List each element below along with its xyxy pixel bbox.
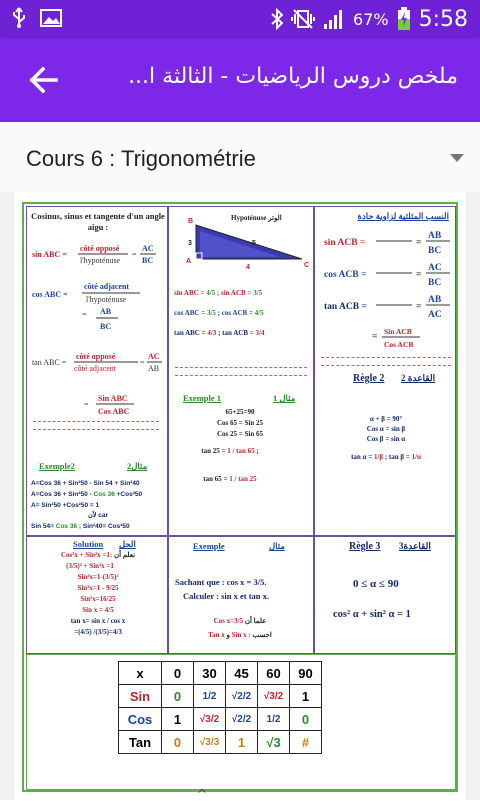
svg-text:Cos x=3/5 علما أن: Cos x=3/5 علما أن — [213, 617, 267, 625]
ratios-arabic-cell — [314, 206, 456, 536]
svg-text:Sin²x=1-(3/5)²: Sin²x=1-(3/5)² — [77, 573, 119, 581]
table-cell: 0 — [162, 685, 194, 708]
svg-text:Cos ABC: Cos ABC — [98, 407, 130, 416]
svg-text:A=Cos 36 + Sin²50 - Cos 36 +Co: A=Cos 36 + Sin²50 - Cos 36 +Cos²50 — [31, 491, 143, 498]
svg-text:Cos ACB: Cos ACB — [384, 340, 414, 349]
example1-solution-illustration — [170, 405, 312, 515]
svg-text:AC: AC — [428, 310, 442, 320]
arabic-ratios-illustration — [316, 223, 456, 353]
svg-text:tan ABC =: tan ABC = — [32, 358, 67, 367]
table-row-label: Tan — [119, 731, 162, 754]
example1-arabic-label: مثال 1 — [273, 393, 296, 403]
lesson-paper — [14, 192, 466, 800]
trig-formulas-illustration — [28, 237, 168, 487]
table-header-cell: 60 — [258, 662, 290, 685]
svg-text:AC: AC — [142, 244, 154, 253]
svg-text:AC: AC — [148, 352, 160, 361]
exemple-text-2: Calculer : sin x et tan x. — [183, 591, 270, 601]
exemple-text-1: Sachant que : cos x = 3/5. — [175, 577, 267, 587]
svg-text:A=Cos 36 + Sin²50 - Sin 54 + S: A=Cos 36 + Sin²50 - Sin 54 + Sin²40 — [31, 480, 140, 487]
svg-text:côté opposé: côté opposé — [76, 352, 116, 361]
exemple-hint-illustration — [170, 613, 312, 649]
svg-text:tan ABC = 4/3 ; tan ACB = 3/4: tan ABC = 4/3 ; tan ACB = 3/4 — [174, 329, 265, 337]
table-cell: 1 — [162, 708, 194, 731]
svg-text:sin ABC =: sin ABC = — [32, 250, 67, 259]
svg-text:AB: AB — [148, 364, 160, 373]
battery-percent: 67% — [353, 9, 389, 29]
table-cell: √3/3 — [194, 731, 226, 754]
table-cell: 0 — [162, 731, 194, 754]
svg-text:α + β = 90°: α + β = 90° — [369, 415, 403, 423]
svg-text:BC: BC — [428, 246, 442, 256]
definitions-cell — [26, 206, 168, 536]
svg-text:3: 3 — [188, 240, 192, 247]
svg-text:tan ACB =: tan ACB = — [324, 302, 367, 312]
scroll-caret-icon: ^ — [197, 787, 208, 801]
svg-text:=: = — [416, 302, 422, 312]
svg-text:(3/5)² + Sin²x =1: (3/5)² + Sin²x =1 — [66, 562, 114, 570]
triangle-cell — [168, 206, 314, 536]
svg-text:côté adjacent: côté adjacent — [74, 364, 116, 373]
example1-label: Exemple 1 — [183, 393, 222, 403]
solution-cell — [26, 536, 168, 654]
svg-text:cos ABC =: cos ABC = — [32, 290, 68, 299]
exemple-label: Exemple — [193, 541, 225, 551]
svg-text:Cos β = sin α: Cos β = sin α — [366, 435, 406, 443]
back-button[interactable] — [26, 62, 62, 98]
regle3-cell — [314, 536, 456, 654]
table-header-cell: 90 — [290, 662, 322, 685]
svg-text:Sin 54= Cos 36 ; Sin²40= Cos²5: Sin 54= Cos 36 ; Sin²40= Cos²50 — [31, 523, 130, 530]
svg-text:=: = — [140, 358, 145, 367]
example2-arabic-label: مثال2 — [127, 461, 148, 471]
app-bar — [0, 38, 480, 122]
divider-line — [33, 421, 159, 422]
svg-text:côté adjacent: côté adjacent — [84, 282, 130, 291]
table-cell: 0 — [290, 708, 322, 731]
divider-line — [321, 357, 451, 358]
hypotenuse-label: Hypoténuse الوتر — [231, 214, 282, 222]
example2-label: Exemple2 — [39, 461, 75, 471]
svg-text:côté opposé: côté opposé — [80, 244, 120, 253]
svg-text:sin ABC = 4/5 ; sin ACB = 3/5: sin ABC = 4/5 ; sin ACB = 3/5 — [174, 289, 263, 297]
svg-text:A= Sin²50 +Cos²50 = 1: A= Sin²50 +Cos²50 = 1 — [31, 502, 100, 509]
status-left-icons — [12, 7, 62, 29]
exemple-arabic-label: مثال — [269, 541, 285, 551]
svg-text:BC: BC — [100, 322, 112, 331]
svg-text:AC: AC — [428, 263, 442, 273]
table-cell: √3 — [258, 731, 290, 754]
svg-text:Sin x = 4/5: Sin x = 4/5 — [82, 606, 114, 614]
regle3-arabic-label: القاعدة3 — [399, 541, 431, 551]
table-cell: 1 — [226, 731, 258, 754]
divider-line — [175, 367, 307, 368]
svg-text:=: = — [82, 310, 87, 319]
battery-charging-icon — [397, 7, 411, 31]
table-header-row — [119, 662, 322, 685]
bluetooth-icon — [271, 8, 283, 30]
svg-text:=: = — [416, 270, 422, 280]
table-row — [119, 708, 322, 731]
svg-text:=: = — [84, 400, 89, 409]
table-cell: 1/2 — [194, 685, 226, 708]
course-selector[interactable] — [0, 122, 480, 192]
trig-values-table — [118, 661, 322, 754]
svg-text:4: 4 — [246, 264, 250, 271]
svg-text:A: A — [186, 258, 192, 265]
table-header-cell: 30 — [194, 662, 226, 685]
table-header-cell: 0 — [162, 662, 194, 685]
svg-text:sin ACB =: sin ACB = — [324, 238, 366, 248]
svg-text:Sin ABC: Sin ABC — [98, 394, 128, 403]
svg-text:Tan x و Sin x : احسب: Tan x و Sin x : احسب — [208, 631, 272, 639]
svg-text:B: B — [188, 218, 194, 225]
svg-text:tan x= sin x / cos x: tan x= sin x / cos x — [70, 617, 126, 625]
svg-text:AB: AB — [428, 295, 442, 305]
lesson-content-area[interactable] — [0, 192, 480, 800]
svg-text:Cos 65 = Sin 25: Cos 65 = Sin 25 — [217, 419, 263, 427]
svg-text:cos ACB =: cos ACB = — [324, 270, 367, 280]
arrow-back-icon — [26, 62, 62, 98]
svg-text:tan α = 1/β ; tan β = 1/α: tan α = 1/β ; tan β = 1/α — [351, 453, 421, 461]
signal-icon — [323, 8, 345, 30]
svg-text:Sin ACB: Sin ACB — [384, 327, 412, 336]
table-row — [119, 685, 322, 708]
svg-text:=: = — [416, 238, 422, 248]
svg-text:tan 25 = 1 / tan 65 ;: tan 25 = 1 / tan 65 ; — [201, 447, 259, 455]
status-bar — [0, 0, 480, 38]
image-icon — [40, 9, 62, 27]
divider-line — [175, 375, 307, 376]
table-cell: # — [290, 731, 322, 754]
dropdown-arrow-icon[interactable] — [450, 154, 464, 162]
table-row-label: Sin — [119, 685, 162, 708]
divider-line — [33, 429, 159, 430]
table-cell: √3/2 — [194, 708, 226, 731]
svg-text:Cos α = sin β: Cos α = sin β — [366, 425, 406, 433]
status-time: 5:58 — [418, 6, 468, 32]
svg-text:l'hypoténuse: l'hypoténuse — [80, 256, 121, 265]
svg-text:AB: AB — [428, 231, 442, 241]
section-title-right: النسب المثلثية لزاوية حادة — [357, 211, 449, 221]
svg-text:tan 65 = 1 / tan 25: tan 65 = 1 / tan 25 — [203, 475, 257, 483]
table-row-label: Cos — [119, 708, 162, 731]
table-cell: √3/2 — [258, 685, 290, 708]
svg-text:l'hypoténuse: l'hypoténuse — [86, 295, 127, 304]
exemple-cell — [168, 536, 314, 654]
table-cell: 1 — [290, 685, 322, 708]
svg-text:Sin²x=1 - 9/25: Sin²x=1 - 9/25 — [77, 584, 119, 592]
regle3-line-1: 0 ≤ α ≤ 90 — [353, 578, 399, 590]
lesson-sheet — [22, 202, 458, 792]
svg-text:65+25=90: 65+25=90 — [225, 408, 255, 416]
ratios-example-illustration — [170, 285, 312, 355]
status-right-icons — [271, 0, 468, 38]
svg-text:Sin²x=16/25: Sin²x=16/25 — [80, 595, 116, 603]
svg-text:5: 5 — [252, 240, 256, 247]
table-header-cell: 45 — [226, 662, 258, 685]
table-cell: 1/2 — [258, 708, 290, 731]
divider-line — [321, 365, 451, 366]
svg-text:AB: AB — [100, 307, 112, 316]
regle2-arabic-label: القاعدة 2 — [401, 373, 436, 383]
table-header-cell: x — [119, 662, 162, 685]
usb-icon — [12, 7, 26, 29]
table-cell: √2/2 — [226, 708, 258, 731]
regle3-label: Règle 3 — [349, 541, 381, 552]
svg-text:=: = — [132, 250, 137, 259]
table-row — [119, 731, 322, 754]
course-selected-label: Cours 6 : Trigonométrie — [26, 146, 256, 171]
app-title: ملخص دروس الرياضيات - الثالثة ا... — [128, 64, 458, 89]
regle3-line-2: cos² α + sin² α = 1 — [333, 609, 411, 620]
svg-text:لأن car: لأن car — [88, 512, 109, 519]
solution-label: Solution — [73, 539, 104, 549]
table-cell: √2/2 — [226, 685, 258, 708]
svg-text:Cos²x + Sin²x =1: نعلم أن: Cos²x + Sin²x =1: نعلم أن — [60, 551, 136, 559]
solution-arabic-label: الحل — [119, 539, 136, 549]
svg-text:BC: BC — [428, 278, 442, 288]
svg-text:C: C — [304, 262, 310, 269]
example2-solution-illustration — [28, 475, 168, 535]
section-title-left: Cosinus, sinus et tangente d'un angle aigu : — [31, 211, 165, 232]
regle2-formulas-illustration — [316, 411, 456, 491]
svg-text:=(4/5) /(3/5)=4/3: =(4/5) /(3/5)=4/3 — [74, 628, 122, 636]
regle2-label: Règle 2 — [353, 373, 385, 384]
svg-text:Cos 25 = Sin 65: Cos 25 = Sin 65 — [217, 430, 263, 438]
vibrate-icon — [291, 8, 315, 30]
solution-steps-illustration — [28, 549, 168, 653]
svg-text:cos ABC = 3/5 ; cos ACB = 4/5: cos ABC = 3/5 ; cos ACB = 4/5 — [174, 309, 264, 317]
svg-text:BC: BC — [142, 256, 154, 265]
svg-text:=: = — [372, 332, 378, 342]
